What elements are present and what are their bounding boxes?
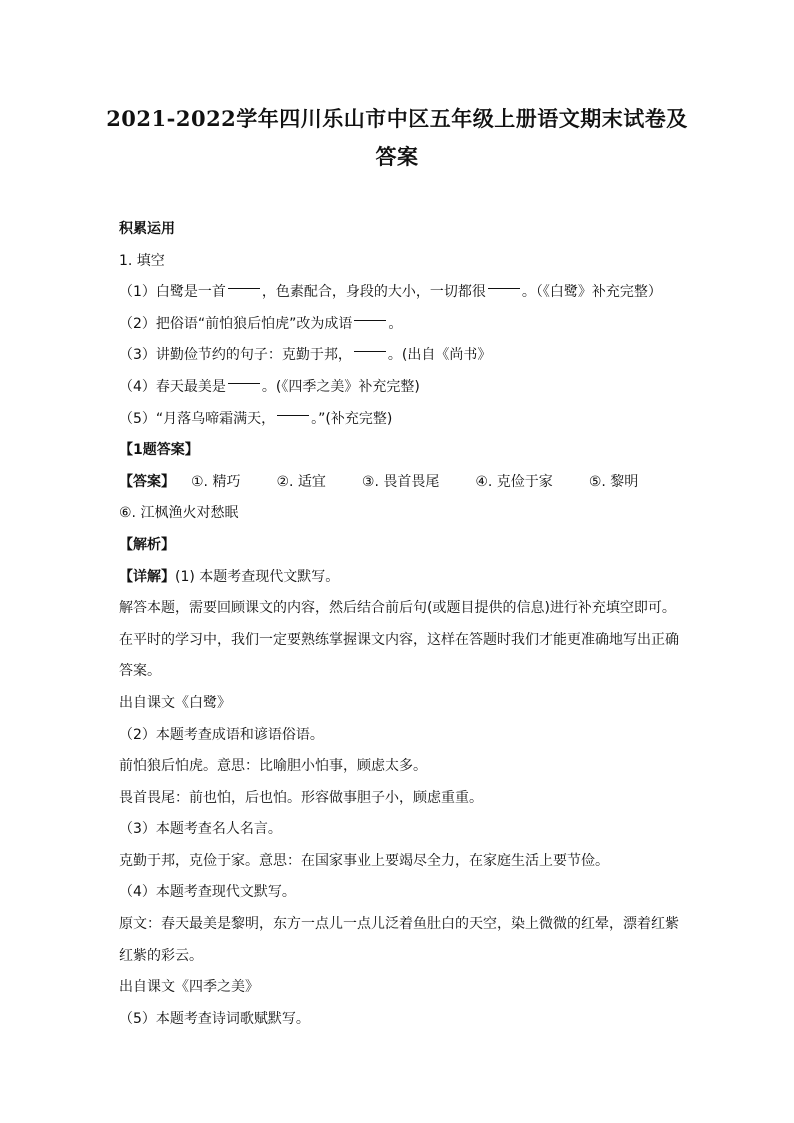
answer-option-2: ②. 适宜 xyxy=(276,473,326,490)
answer-label: 【答案】 xyxy=(119,473,175,490)
analysis-line: （3）本题考查名人名言。 xyxy=(119,821,282,838)
answer-blank xyxy=(277,414,309,416)
analysis-line: 前怕狼后怕虎。意思：比喻胆小怕事，顾虑太多。 xyxy=(119,758,427,775)
question-item-5: （5）“月落乌啼霜满天， 。”(补充完整) xyxy=(119,410,393,427)
analysis-line: （4）本题考查现代文默写。 xyxy=(119,884,296,901)
document-title xyxy=(100,100,694,176)
document-body xyxy=(119,214,679,1035)
analysis-line: 畏首畏尾：前也怕，后也怕。形容做事胆子小，顾虑重重。 xyxy=(119,789,483,806)
section-heading: 积累运用 xyxy=(119,221,175,237)
analysis-line: 克勤于邦，克俭于家。意思：在国家事业上要竭尽全力，在家庭生活上要节俭。 xyxy=(119,852,609,869)
title-line-1: 2021-2022学年四川乐山市中区五年级上册语文期末试卷及 xyxy=(106,106,688,131)
analysis-line: 红紫的彩云。 xyxy=(119,947,203,964)
question-item-4: （4）春天最美是 。(《四季之美》补充完整) xyxy=(119,378,420,395)
answer-heading: 【1题答案】 xyxy=(119,442,199,459)
answer-row xyxy=(119,467,679,499)
question-item-2: （2）把俗语“前怕狼后怕虎”改为成语 。 xyxy=(119,315,403,332)
answer-option-3: ③. 畏首畏尾 xyxy=(361,473,440,490)
answer-option-6: ⑥. 江枫渔火对愁眠 xyxy=(119,505,239,522)
title-line-2: 答案 xyxy=(375,144,419,169)
detail-label: 【详解】 xyxy=(119,568,175,585)
question-item-1: （1）白鹭是一首 ，色素配合，身段的大小，一切都很 。（《白鹭》补充完整） xyxy=(119,284,662,301)
detail-text: (1) 本题考查现代文默写。 xyxy=(175,568,340,585)
answer-option-1: ①. 精巧 xyxy=(191,473,241,490)
answer-blank xyxy=(354,319,386,321)
answer-blank xyxy=(354,350,386,352)
analysis-line: 出自课文《四季之美》 xyxy=(119,979,259,996)
analysis-line: 解答本题，需要回顾课文的内容，然后结合前后句(或题目提供的信息)进行补充填空即可。 xyxy=(119,600,676,617)
question-item-3: （3）讲勤俭节约的句子：克勤于邦， 。(出自《尚书》 xyxy=(119,347,492,364)
analysis-line: （5）本题考查诗词歌赋默写。 xyxy=(119,1010,310,1027)
analysis-heading: 【解析】 xyxy=(119,536,175,553)
answer-blank xyxy=(488,287,520,289)
analysis-line: 答案。 xyxy=(119,663,161,680)
answer-blank xyxy=(228,287,260,289)
analysis-line: （2）本题考查成语和谚语俗语。 xyxy=(119,726,324,743)
analysis-line: 在平时的学习中，我们一定要熟练掌握课文内容，这样在答题时我们才能更准确地写出正确 xyxy=(119,631,679,648)
question-heading: 1. 填空 xyxy=(119,252,165,269)
analysis-line: 原文：春天最美是黎明，东方一点儿一点儿泛着鱼肚白的天空，染上微微的红晕，漂着红紫 xyxy=(119,916,679,933)
answer-option-5: ⑤. 黎明 xyxy=(588,473,639,490)
answer-option-4: ④. 克俭于家 xyxy=(475,473,553,490)
answer-blank xyxy=(228,382,260,384)
analysis-line: 出自课文《白鹭》 xyxy=(119,694,231,711)
analysis-detail xyxy=(119,562,679,594)
